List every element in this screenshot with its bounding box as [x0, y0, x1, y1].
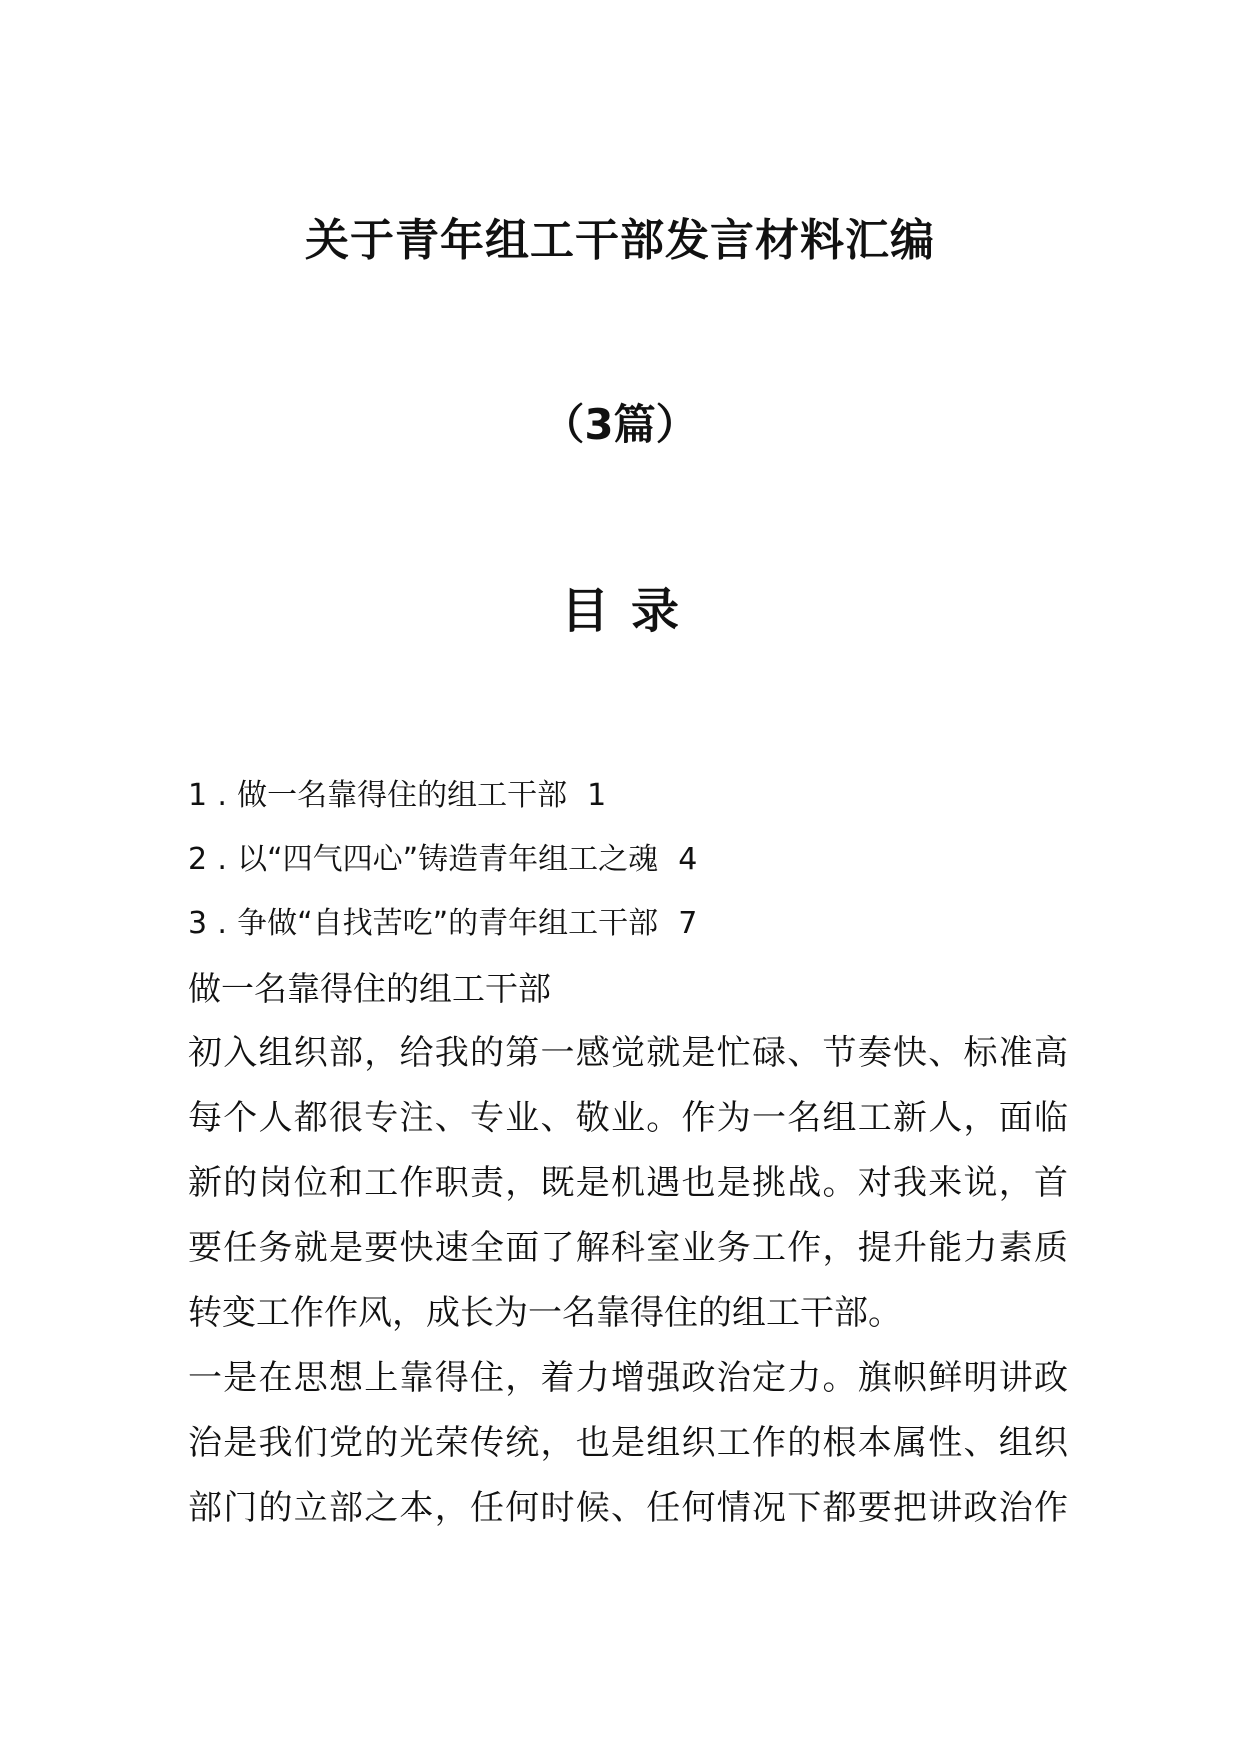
toc-entry-title: 争做“自找苦吃”的青年组工干部	[237, 906, 659, 941]
toc-entry-title: 以“四气四心”铸造青年组工之魂	[237, 842, 659, 877]
toc-entry	[188, 764, 1068, 828]
article-line: 要任务就是要快速全面了解科室业务工作，提升能力素质	[188, 1228, 1068, 1268]
toc-entry-page: 7	[678, 906, 698, 941]
toc-entry	[188, 892, 1068, 956]
toc-entry-number: 2	[188, 842, 208, 877]
article-heading: 做一名靠得住的组工干部	[188, 969, 551, 1008]
article-line: 转变工作作风，成长为一名靠得住的组工干部。	[188, 1293, 902, 1333]
toc-entry-separator: .	[217, 778, 227, 813]
toc-heading: 目录	[560, 583, 701, 639]
article-line: 部门的立部之本，任何时候、任何情况下都要把讲政治作	[188, 1488, 1068, 1528]
toc-entry-number: 3	[188, 906, 208, 941]
toc-entry	[188, 828, 1068, 892]
toc-entry-separator: .	[217, 906, 227, 941]
toc-entry-page: 4	[678, 842, 698, 877]
document-title: 关于青年组工干部发言材料汇编	[305, 215, 935, 266]
article-line: 每个人都很专注、专业、敬业。作为一名组工新人，面临	[188, 1098, 1068, 1138]
toc-entry-title: 做一名靠得住的组工干部	[237, 778, 568, 813]
content-area	[188, 764, 1068, 1541]
article-line: 治是我们党的光荣传统，也是组织工作的根本属性、组织	[188, 1423, 1068, 1463]
article-line: 一是在思想上靠得住，着力增强政治定力。旗帜鲜明讲政	[188, 1358, 1068, 1398]
article-line: 初入组织部，给我的第一感觉就是忙碌、节奏快、标准高	[188, 1033, 1068, 1073]
document-subtitle: （3篇）	[542, 400, 698, 449]
toc-entry-number: 1	[188, 778, 208, 813]
toc-entry-page: 1	[587, 778, 607, 813]
toc-entry-separator: .	[217, 842, 227, 877]
article-line: 新的岗位和工作职责，既是机遇也是挑战。对我来说，首	[188, 1163, 1068, 1203]
